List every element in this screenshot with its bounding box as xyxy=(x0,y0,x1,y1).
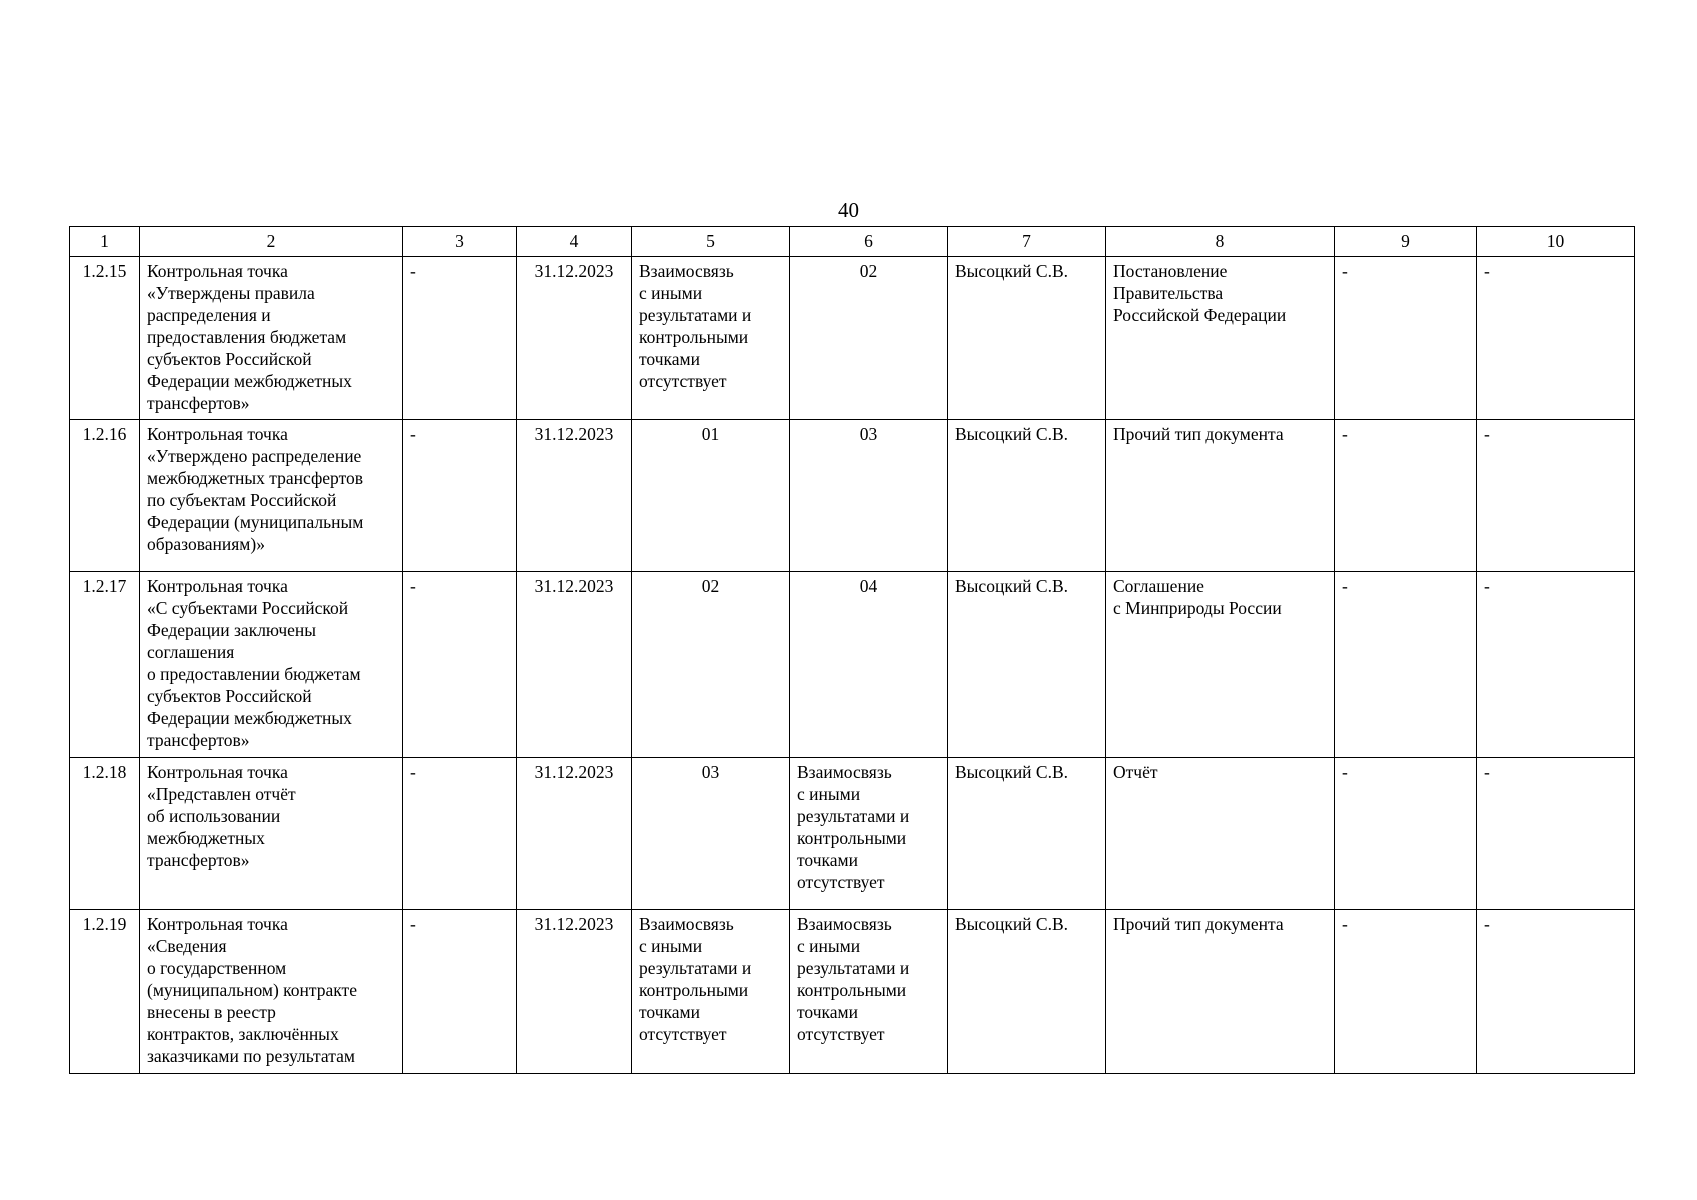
cell-col-5: 03 xyxy=(632,758,790,910)
cell-col-6: Взаимосвязь с иными результатами и контрольными точками отсутствует xyxy=(790,910,948,1074)
deadline-date: 31.12.2023 xyxy=(517,910,632,1074)
header-col-7: 7 xyxy=(948,227,1106,257)
table-row xyxy=(70,420,1635,572)
header-col-6: 6 xyxy=(790,227,948,257)
control-point-name: Контрольная точка «Сведения о государственном (муниципальном) контракте внесены в реестр контрактов, заключённых заказчиками по результатам xyxy=(140,910,403,1074)
control-point-name: Контрольная точка «Представлен отчёт об использовании межбюджетных трансфертов» xyxy=(140,758,403,910)
cell-col-9: - xyxy=(1335,420,1477,572)
header-col-4: 4 xyxy=(517,227,632,257)
responsible-person: Высоцкий С.В. xyxy=(948,257,1106,420)
row-number: 1.2.15 xyxy=(70,257,140,420)
cell-col-9: - xyxy=(1335,758,1477,910)
cell-col-6: 03 xyxy=(790,420,948,572)
document-type: Отчёт xyxy=(1106,758,1335,910)
deadline-date: 31.12.2023 xyxy=(517,420,632,572)
cell-col-10: - xyxy=(1477,420,1635,572)
cell-col-5: Взаимосвязь с иными результатами и контрольными точками отсутствует xyxy=(632,257,790,420)
header-col-5: 5 xyxy=(632,227,790,257)
row-number: 1.2.16 xyxy=(70,420,140,572)
responsible-person: Высоцкий С.В. xyxy=(948,572,1106,758)
header-col-9: 9 xyxy=(1335,227,1477,257)
row-number: 1.2.19 xyxy=(70,910,140,1074)
cell-col-6: 02 xyxy=(790,257,948,420)
header-col-1: 1 xyxy=(70,227,140,257)
cell-col-10: - xyxy=(1477,257,1635,420)
header-col-8: 8 xyxy=(1106,227,1335,257)
deadline-date: 31.12.2023 xyxy=(517,572,632,758)
cell-col-10: - xyxy=(1477,758,1635,910)
row-number: 1.2.18 xyxy=(70,758,140,910)
cell-col-9: - xyxy=(1335,572,1477,758)
table-row xyxy=(70,257,1635,420)
table-row xyxy=(70,758,1635,910)
header-col-3: 3 xyxy=(403,227,517,257)
cell-col-3: - xyxy=(403,758,517,910)
cell-col-10: - xyxy=(1477,572,1635,758)
header-col-10: 10 xyxy=(1477,227,1635,257)
cell-col-6: Взаимосвязь с иными результатами и контрольными точками отсутствует xyxy=(790,758,948,910)
document-type: Прочий тип документа xyxy=(1106,420,1335,572)
cell-col-3: - xyxy=(403,910,517,1074)
cell-col-5: Взаимосвязь с иными результатами и контрольными точками отсутствует xyxy=(632,910,790,1074)
cell-col-3: - xyxy=(403,572,517,758)
responsible-person: Высоцкий С.В. xyxy=(948,910,1106,1074)
deadline-date: 31.12.2023 xyxy=(517,758,632,910)
cell-col-10: - xyxy=(1477,910,1635,1074)
table-row xyxy=(70,572,1635,758)
responsible-person: Высоцкий С.В. xyxy=(948,420,1106,572)
control-points-table xyxy=(69,226,1635,1074)
page-number: 40 xyxy=(838,198,859,222)
document-type: Постановление Правительства Российской Федерации xyxy=(1106,257,1335,420)
cell-col-5: 01 xyxy=(632,420,790,572)
cell-col-3: - xyxy=(403,257,517,420)
cell-col-6: 04 xyxy=(790,572,948,758)
cell-col-5: 02 xyxy=(632,572,790,758)
document-type: Прочий тип документа xyxy=(1106,910,1335,1074)
document-type: Соглашение с Минприроды России xyxy=(1106,572,1335,758)
control-point-name: Контрольная точка «С субъектами Российской Федерации заключены соглашения о предоставлении бюджетам субъектов Российской Федерации межбюджетных трансфертов» xyxy=(140,572,403,758)
cell-col-3: - xyxy=(403,420,517,572)
control-point-name: Контрольная точка «Утверждено распределение межбюджетных трансфертов по субъектам Российской Федерации (муниципальным образованиям)» xyxy=(140,420,403,572)
row-number: 1.2.17 xyxy=(70,572,140,758)
control-point-name: Контрольная точка «Утверждены правила распределения и предоставления бюджетам субъектов Российской Федерации межбюджетных трансфертов» xyxy=(140,257,403,420)
cell-col-9: - xyxy=(1335,910,1477,1074)
cell-col-9: - xyxy=(1335,257,1477,420)
deadline-date: 31.12.2023 xyxy=(517,257,632,420)
table-header-row xyxy=(70,227,1635,257)
header-col-2: 2 xyxy=(140,227,403,257)
responsible-person: Высоцкий С.В. xyxy=(948,758,1106,910)
table-row xyxy=(70,910,1635,1074)
